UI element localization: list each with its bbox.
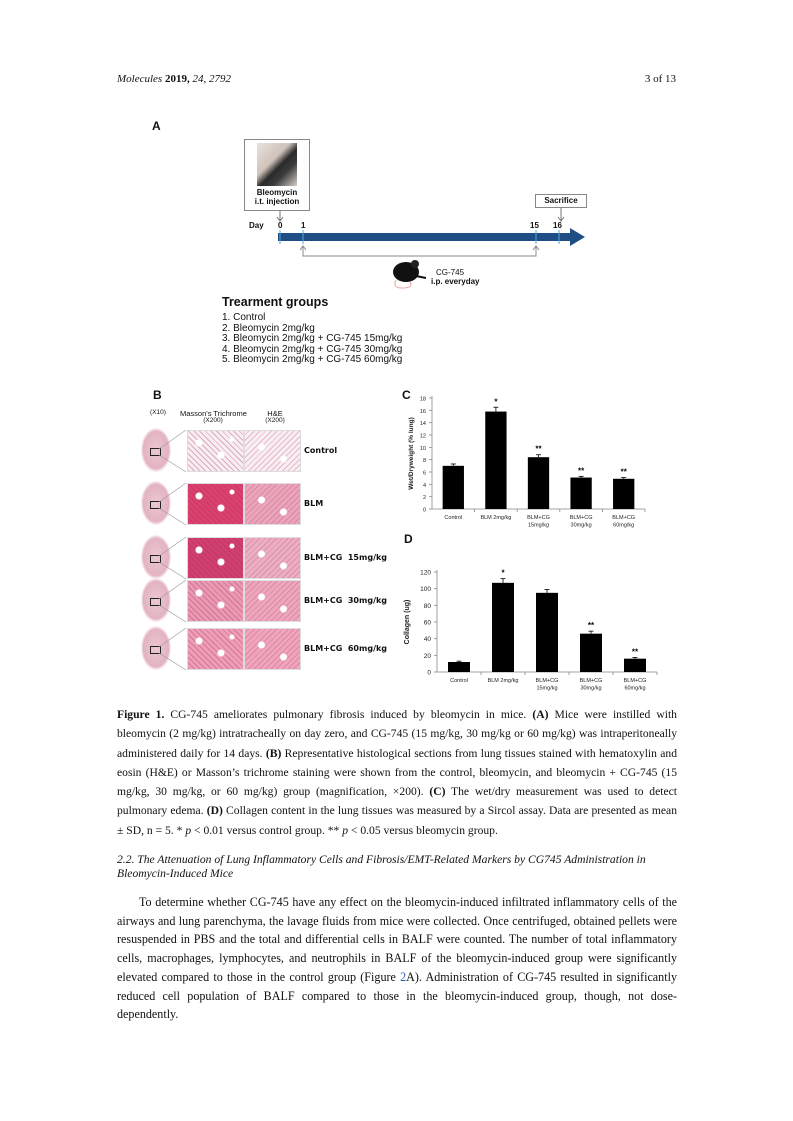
zoom-connector-lines	[159, 628, 189, 672]
y-tick-label: 8	[422, 458, 426, 465]
bar-blm-cg-15mg-kg	[536, 593, 558, 672]
groups-list	[222, 313, 402, 366]
journal-volume: 24, 2792	[192, 73, 231, 85]
y-tick-label: 0	[427, 669, 431, 677]
panel-b-label: B	[153, 388, 162, 402]
page-number: 3 of 13	[644, 73, 676, 85]
panel-a-label: A	[152, 119, 161, 133]
y-tick-label: 100	[420, 586, 431, 594]
y-tick-label: 60	[423, 619, 431, 627]
zoom-connector-lines	[159, 537, 189, 581]
treatment-route: i.p. everyday	[431, 277, 480, 286]
col-header-he: H&E (X200)	[265, 409, 285, 424]
bar-blm-2mg-kg	[485, 412, 506, 509]
injection-box	[244, 139, 310, 211]
x-tick-label: BLM+CG	[569, 515, 593, 521]
caption-title: CG-745 ameliorates pulmonary fibrosis induced by bleomycin in mice.	[164, 708, 533, 721]
treatment-bracket	[303, 247, 536, 256]
timeline-arrowhead	[570, 228, 585, 246]
zoom-connector-lines	[159, 483, 189, 527]
x-tick-label: Control	[450, 678, 468, 684]
x-tick-label: Control	[444, 515, 463, 521]
col-header-masson: Masson's Trichrome (X200)	[180, 409, 247, 424]
significance-marker: **	[587, 621, 595, 631]
masson-trichrome-image	[187, 537, 244, 579]
x-tick-label: 60mg/kg	[624, 685, 646, 692]
masson-trichrome-image	[187, 580, 244, 622]
day-15: 15	[530, 221, 539, 230]
injection-photo	[257, 143, 297, 186]
he-stain-image	[244, 628, 301, 670]
he-stain-image	[244, 580, 301, 622]
histology-row-label: BLM+CG 60mg/kg	[304, 644, 388, 653]
injection-line-1: Bleomycin	[256, 188, 298, 197]
section-heading: 2.2. The Attenuation of Lung Inflammatory Cells and Fibrosis/EMT-Related Markers by CG745 Administration in Bleomycin-Induced Mice	[117, 853, 646, 880]
journal-year: 2019,	[164, 73, 190, 85]
y-tick-label: 2	[422, 495, 426, 502]
treatment-note	[431, 268, 479, 286]
body-paragraph: To determine whether CG-745 have any effect on the bleomycin-induced infiltrated inflammatory cells of the airways and lung parenchyma, the lavage fluids from mice were collected. Once centrifuged, obtained pellets were resuspended in PBS and the total and differential cells in BALF were counted. The number of total inflammatory cells, macrophages, lymphocytes, and neutrophils in BALF of the bleomycin-induced group were significantly elevated compared to those in the control group (Figure 2A). Administration of CG-745 resulted in significantly reduced cell population of BALF compared to those in the bleomycin-induced group, though, not dose-dependently.	[117, 895, 677, 1022]
x-tick-label: 15mg/kg	[527, 522, 550, 529]
y-tick-label: 0	[422, 507, 426, 514]
running-header	[117, 73, 231, 85]
panel-c-label: C	[402, 388, 411, 402]
y-tick-label: 16	[419, 408, 426, 415]
y-tick-label: 10	[419, 445, 426, 452]
x-tick-label: 30mg/kg	[580, 685, 602, 692]
x-tick-label: BLM+CG	[623, 678, 647, 684]
x-tick-label: BLM 2mg/kg	[487, 678, 519, 684]
y-tick-label: 40	[423, 636, 431, 644]
significance-marker: **	[577, 466, 585, 476]
y-axis-label: Collagen (ug)	[404, 599, 411, 645]
x-tick-label: BLM+CG	[579, 678, 603, 684]
significance-marker: **	[535, 444, 542, 454]
groups-title: Trearment groups	[222, 295, 329, 309]
x-tick-label: BLM+CG	[612, 515, 636, 521]
significance-marker: **	[620, 467, 627, 477]
figure-2-link[interactable]: 2	[400, 969, 407, 984]
chart-c	[395, 392, 665, 532]
journal-name: Molecules	[117, 73, 163, 85]
x-tick-label: BLM+CG	[535, 678, 559, 684]
y-axis-label: Wet/Dryweight (% lung)	[408, 417, 415, 490]
timeline-bar	[278, 233, 570, 241]
day-16: 16	[553, 221, 562, 230]
bar-blm-2mg-kg	[492, 583, 514, 672]
x-tick-label: BLM 2mg/kg	[480, 515, 512, 521]
bar-blm-cg-60mg-kg	[624, 659, 646, 672]
mouse-icon	[388, 258, 428, 290]
bar-blm-cg-15mg-kg	[528, 457, 549, 509]
group-item: 2. Bleomycin 2mg/kg	[222, 322, 315, 334]
significance-marker: *	[494, 397, 498, 407]
x-tick-label: 60mg/kg	[613, 522, 635, 529]
significance-marker: **	[631, 647, 639, 657]
panel-d-label: D	[404, 532, 413, 546]
chart-d	[395, 562, 665, 697]
figure-caption: Figure 1. CG-745 ameliorates pulmonary fibrosis induced by bleomycin in mice. (A) Mice were instilled with bleomycin (2 mg/kg) intratracheally on day zero, and CG-745 (15 mg/kg, 30 mg/kg or 60 mg/kg) was intraperitoneally administered daily for 14 days. (B) Representative histological sections from lung tissues stained with hematoxylin and eosin (H&E) or Masson’s trichrome staining were shown from the control, bleomycin, and bleomycin + CG-745 (15 mg/kg, 30 mg/kg, or 60 mg/kg) group (magnification, ×200). (C) The wet/dry measurement was used to detect pulmonary edema. (D) Collagen content in the lung tissues was measured by a Sircol assay. Data are presented as mean ± SD, n = 5. * p < 0.01 versus control group. ** p < 0.05 versus bleomycin group.	[117, 708, 677, 837]
histology-row-label: BLM+CG 15mg/kg	[304, 553, 388, 562]
y-tick-label: 18	[419, 396, 426, 403]
masson-trichrome-image	[187, 483, 244, 525]
x-tick-label: BLM+CG	[527, 515, 550, 521]
he-stain-image	[244, 483, 301, 525]
group-item: 5. Bleomycin 2mg/kg + CG-745 60mg/kg	[222, 354, 403, 366]
y-tick-label: 4	[422, 482, 426, 489]
x-tick-label: 30mg/kg	[570, 522, 592, 529]
bar-control	[448, 662, 470, 672]
group-item: 3. Bleomycin 2mg/kg + CG-745 15mg/kg	[222, 333, 403, 345]
zoom-connector-lines	[159, 580, 189, 624]
day-label: Day	[249, 221, 264, 230]
x-tick-label: 15mg/kg	[536, 685, 558, 692]
y-tick-label: 20	[423, 652, 431, 660]
day-0: 0	[278, 221, 283, 230]
figure-label: Figure 1.	[117, 708, 165, 721]
histology-row-label: BLM	[304, 499, 324, 508]
y-tick-label: 80	[423, 602, 431, 610]
day-1: 1	[301, 221, 306, 230]
overview-mag: (X10)	[150, 409, 166, 416]
histology-row-label: Control	[304, 446, 338, 455]
zoom-connector-lines	[159, 430, 189, 474]
group-item: 1. Control	[222, 312, 266, 323]
bar-blm-cg-30mg-kg	[570, 478, 591, 509]
bar-blm-cg-30mg-kg	[580, 634, 602, 672]
y-tick-label: 14	[419, 421, 426, 428]
y-tick-label: 12	[419, 433, 426, 440]
he-stain-image	[244, 537, 301, 579]
y-tick-label: 6	[422, 470, 426, 477]
treatment-drug: CG-745	[436, 268, 465, 277]
masson-trichrome-image	[187, 430, 244, 472]
he-stain-image	[244, 430, 301, 472]
injection-line-2: i.t. injection	[254, 197, 300, 206]
sacrifice-box: Sacrifice	[535, 194, 587, 208]
y-tick-label: 120	[420, 569, 431, 577]
bar-blm-cg-60mg-kg	[613, 479, 634, 509]
bar-control	[443, 466, 464, 509]
masson-trichrome-image	[187, 628, 244, 670]
histology-row-label: BLM+CG 30mg/kg	[304, 596, 388, 605]
significance-marker: *	[501, 568, 505, 578]
group-item: 4. Bleomycin 2mg/kg + CG-745 30mg/kg	[222, 343, 403, 355]
